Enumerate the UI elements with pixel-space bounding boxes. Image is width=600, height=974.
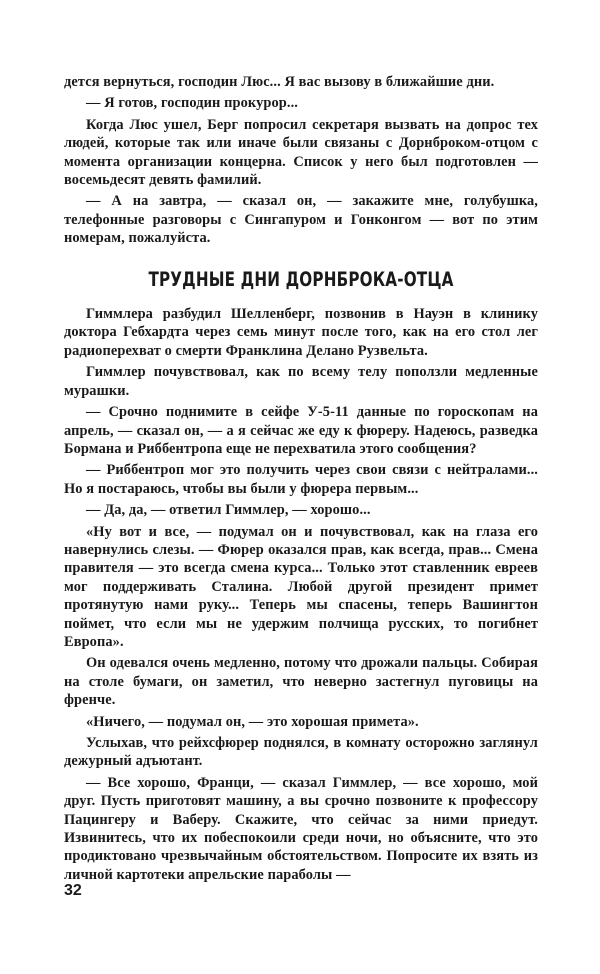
paragraph: — Я готов, господин прокурор... [86,95,299,112]
paragraph: Он одевался очень медленно, потому что дрожали пальцы. Собирая на столе бумаги, он заметил, что неверно застегнул пуговицы на френче. [64,655,538,709]
paragraph: Услыхав, что рейхсфюрер поднялся, в комнату осторожно заглянул дежурный адъютант. [64,735,538,770]
chapter-heading: ТРУДНЫЕ ДНИ ДОРНБРОКА-ОТЦА [148,267,454,291]
paragraph: дется вернуться, господин Люс... Я вас вызову в ближайшие дни. [64,74,495,90]
paragraph: Гиммлер почувствовал, как по всему телу поползли медленные мурашки. [64,364,538,399]
text-block [64,73,538,887]
paragraph: Когда Люс ушел, Берг попросил секретаря вызвать на допрос тех людей, которые так или иначе были связаны с Дорнброком-отцом с момента организации концерна. Список у него был подготовлен — восемьдесят девять фамилий. [64,116,538,189]
paragraph: — Риббентроп мог это получить через свои связи с нейтралами... Но я постараюсь, чтобы вы были у фюрера первым... [64,462,538,497]
paragraph: — Да, да, — ответил Гиммлер, — хорошо... [86,502,371,519]
paragraph: — А на завтра, — сказал он, — закажите мне, голубушка, телефонные разговоры с Сингапуром и Гонконгом — вот по этим номерам, пожалуйста. [64,193,538,247]
paragraph: — Все хорошо, Франци, — сказал Гиммлер, — все хорошо, мой друг. Пусть приготовят машину, а вы срочно позвоните к профессору Пацингеру и Ваберу. Скажите, что сейчас за ними приедут. Извинитесь, что их побеспокоили среди ночи, но объясните, что это продиктовано чрезвычайным обстоятельством. Попросите их взять из личной картотеки апрельские параболы — [64,774,538,883]
paragraph: — Срочно поднимите в сейфе У-5-11 данные по гороскопам на апрель, — сказал он, — а я сейчас же еду к фюреру. Надеюсь, разведка Бормана и Риббентропа еще не перехватила этого сообщения? [64,404,538,457]
paragraph: Гиммлера разбудил Шелленберг, позвонив в Науэн в клинику доктора Гебхардта через семь минут после того, как на его стол лег радиоперехват о смерти Франклина Делано Рузвельта. [64,306,538,359]
page-number: 32 [64,882,82,899]
paragraph: «Ничего, — подумал он, — это хорошая примета». [86,713,419,730]
paragraph: «Ну вот и все, — подумал он и почувствовал, как на глаза его навернулись слезы. — Фюрер оказался прав, как всегда, прав... Смена правителя — это всегда смена курса... Только этот ставленник евреев мог поддерживать Сталина. Любой другой президент примет протянутую нами руку... Теперь мы спасены, теперь Вашингтон поймет, что если мы не удержим полчища русских, то погибнет Европа». [64,523,538,650]
